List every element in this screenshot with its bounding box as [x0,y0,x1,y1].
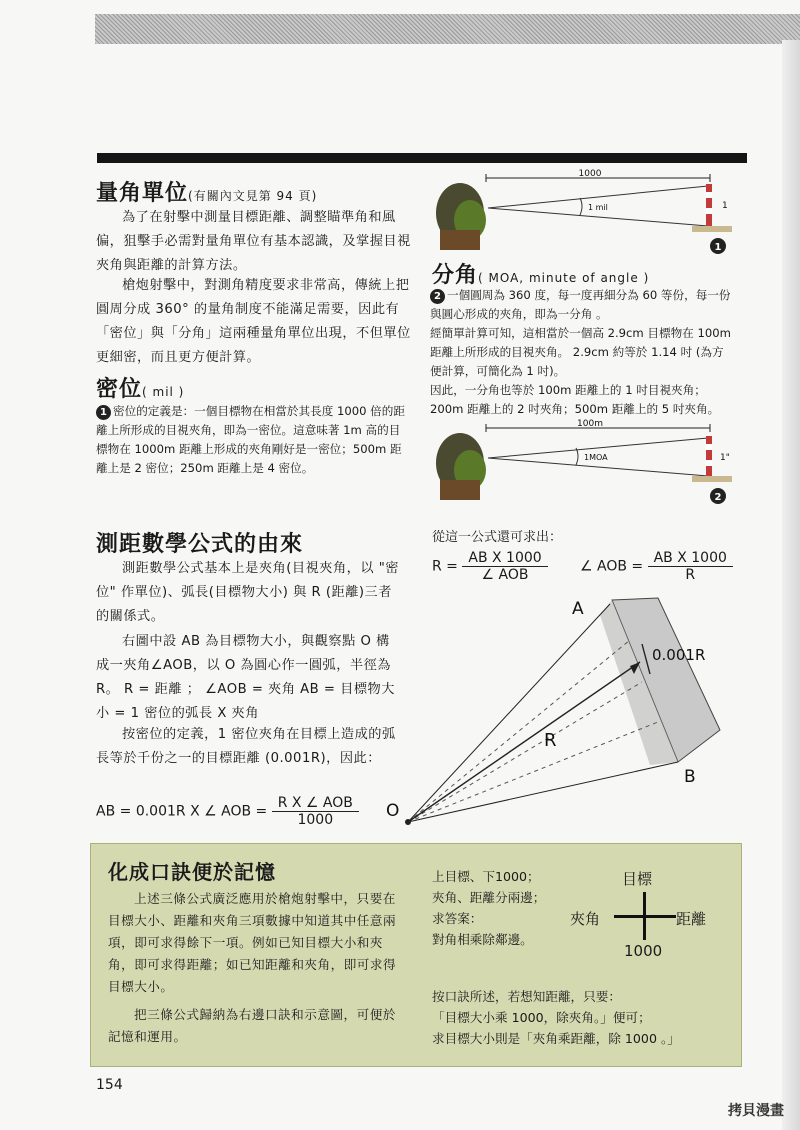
watermark: 拷貝漫畫 [728,1103,784,1119]
label-o: O [386,801,400,821]
cross-vline [643,892,646,940]
section1-title: 量角單位(有關內文見第 94 頁) [96,181,318,206]
section3-p2: 把三條公式歸納為右邊口訣和示意圖，可便於記憶和運用。 [108,1007,396,1044]
height-label-1: 1 [722,201,728,211]
ground-2 [692,476,732,482]
mil-text: 1 密位的定義是：一個目標物在相當於其長度 1000 倍的距離上所形成的目視夾角，即為一密位。這意味著 1m 高的目標物在 1000m 距離上形成的夾角剛好是一密位；500m 距離上是 2 密位；250m 距離上是 4 密位。 [96,404,405,475]
shooter-body-2 [440,480,480,500]
label-b: B [684,767,696,787]
svg-text:1: 1 [714,242,722,253]
section2-p1: 測距數學公式基本上是夾角(目視夾角，以 "密位" 作單位)、弧長(目標物大小) 與 R (距離)三者的關係式。 [96,561,399,624]
angle-label-1: 1 mil [588,203,608,212]
mil-figure [430,168,740,258]
rhyme-line: 求答案： [432,911,483,926]
mil-title: 密位( mil ) [96,377,185,402]
ab-formula: AB = 0.001R X ∠ AOB = $\frac{\text{R X ∠ AOB}}{1000}$ [96,795,359,828]
cross-diagram [570,866,720,966]
moa-title: 分角( MOA, minute of angle ) [432,263,650,288]
example-line: 按口訣所述，若想知距離，只要： [432,989,621,1004]
point-o [405,819,411,825]
label-r: R [544,730,557,751]
badge-2: 2 [430,289,445,304]
r-formula: R = $\frac{\text{AB X 1000}}{\text{∠ AOB}}$ [432,550,548,583]
rhyme [432,866,545,950]
page-number: 154 [96,1077,123,1093]
cross-bottom: 1000 [624,942,663,960]
page-edge [782,40,800,1130]
section3-p1: 上述三條公式廣泛應用於槍炮射擊中，只要在目標大小、距離和夾角三項數據中知道其中任意兩項，即可求得餘下一項。例如已知目標大小和夾角，即可求得距離；如已知距離和夾角，即可求得目標大小。 [108,891,397,994]
cross-right: 距離 [676,910,707,928]
moa-text: 2 一個圓周為 360 度，每一度再細分為 60 等份，每一份與圓心形成的夾角，即為一分角 。 經簡單計算可知，這相當於一個高 2.9cm 目標物在 100m 距離上所形成的目視夾角。 2.9cm 約等於 1.14 吋 (為方便計算，可簡化為 1 吋)。 因此，一分角也等於 100m 距離上的 1 吋目視夾角；200m 距離上的 2 吋夾角；500m 距離上的 5 吋夾角。 [430,288,731,416]
example-line: 求目標大小則是「夾角乘距離，除 1000 。」 [432,1031,680,1046]
ray-ob [408,762,678,822]
distance-label-1: 1000 [578,169,602,179]
rhyme-line: 對角相乘除鄰邊。 [432,932,533,947]
radius-arrow [408,662,640,822]
section2-title: 測距數學公式的由來 [96,532,304,557]
ground-1 [692,226,732,232]
height-label-2: 1" [720,453,730,463]
badge-1: 1 [96,405,111,420]
label-arc: 0.001R [652,646,706,664]
target-pole-2 [706,436,712,478]
section2-p2: 右圖中設 AB 為目標物大小，與觀察點 O 構成一夾角∠AOB，以 O 為圓心作一圓弧，半徑為 R。 R = 距離 ； ∠AOB = 夾角 AB = 目標物大小 = 1 密位的弧長 X 夾角 [96,634,395,721]
shooter-body-1 [440,230,480,250]
ray-oa [408,604,610,822]
rhyme-line: 上目標、下1000； [432,869,540,884]
example [432,986,680,1049]
section1-intro: 為了在射擊中測量目標距離、調整瞄準角和風偏，狙擊手必需對量角單位有基本認識，及掌握目視夾角與距離的計算方法。 [96,210,411,273]
rhyme-line: 夾角、距離分兩邊； [432,890,546,905]
geometry-diagram [380,590,740,830]
distance-label-2: 100m [577,419,603,429]
label-a: A [572,599,584,619]
section1-para2: 槍炮射擊中，對測角精度要求非常高，傳統上把圓周分成 360° 的量角制度不能滿足需要，因此有「密位」與「分角」這兩種量角單位出現，不但單位更細密，而且更方便計算。 [96,278,411,365]
derive-label: 從這一公式還可求出： [432,530,563,545]
top-pattern-band [95,14,800,44]
aob-formula: ∠ AOB = $\frac{\text{AB X 1000}}{R}$ [580,550,733,583]
cross-top: 目標 [622,870,653,888]
section2-p3: 按密位的定義，1 密位夾角在目標上造成的弧長等於千份之一的目標距離 (0.001R)，因此： [96,727,396,766]
moa-figure [430,418,740,508]
cross-left: 夾角 [570,910,601,928]
angle-label-2: 1MOA [584,453,608,462]
target-pole-1 [706,184,712,228]
example-line: 「目標大小乘 1000，除夾角。」便可； [432,1010,651,1025]
section-rule [97,153,747,163]
section3-title: 化成口訣便於記憶 [108,860,276,884]
svg-text:2: 2 [714,492,722,503]
